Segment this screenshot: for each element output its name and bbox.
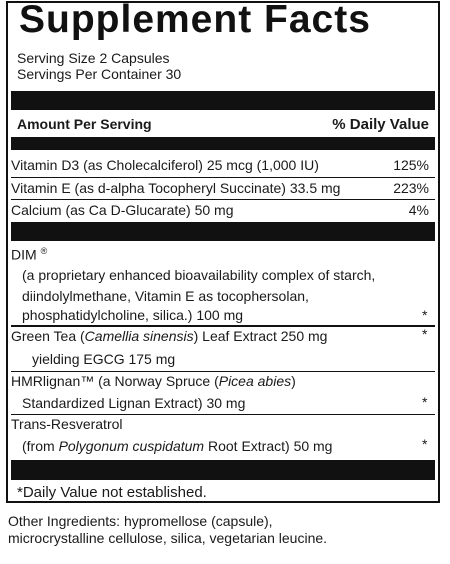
green-tea-egcg: yielding EGCG 175 mg <box>32 351 176 367</box>
serving-size: Serving Size 2 Capsules <box>17 50 170 66</box>
thick-divider-4 <box>11 460 435 480</box>
resveratrol-post: Root Extract) 50 mg <box>204 438 333 454</box>
other-ingredients-line-2: microcrystalline cellulose, silica, vegetarian leucine. <box>8 530 328 546</box>
panel-title: Supplement Facts <box>19 0 371 41</box>
dim-name: DIM <box>11 246 37 263</box>
hmrlignan-row <box>11 373 296 390</box>
hmr-post: ) <box>291 373 296 389</box>
row-divider <box>11 199 435 200</box>
daily-value-header: % Daily Value <box>332 116 429 133</box>
hmr-latin: Picea abies <box>218 373 292 389</box>
green-tea-dv: * <box>422 326 428 342</box>
amount-per-serving-header: Amount Per Serving <box>17 116 152 132</box>
green-tea-post: ) Leaf Extract 250 mg <box>193 328 328 344</box>
row-divider <box>11 371 435 372</box>
daily-value-footnote: *Daily Value not established. <box>17 484 207 501</box>
vitamin-d3-dv: 125% <box>393 157 429 173</box>
vitamin-e-row: Vitamin E (as d-alpha Tocopheryl Succinate) 33.5 mg <box>11 180 341 196</box>
registered-mark: ® <box>40 246 48 256</box>
thick-divider-2 <box>11 137 435 150</box>
row-divider <box>11 177 435 178</box>
hmrlignan-dv: * <box>422 394 428 410</box>
thick-divider-1 <box>11 91 435 110</box>
resveratrol-dv: * <box>422 436 428 452</box>
other-ingredients-line-1: Other Ingredients: hypromellose (capsule), <box>8 513 273 529</box>
dim-description-3: phosphatidylcholine, silica.) 100 mg <box>22 307 244 323</box>
calcium-row: Calcium (as Ca D-Glucarate) 50 mg <box>11 202 234 218</box>
resveratrol-latin: Polygonum cuspidatum <box>58 438 205 454</box>
vitamin-d3-row: Vitamin D3 (as Cholecalciferol) 25 mcg (1,000 IU) <box>11 157 319 173</box>
dim-dv: * <box>422 307 428 323</box>
thick-divider-3 <box>11 222 435 241</box>
dim-row <box>11 243 47 264</box>
calcium-dv: 4% <box>408 202 429 218</box>
resveratrol-source <box>22 438 332 455</box>
resveratrol-pre: (from <box>22 438 59 454</box>
supplement-facts-panel <box>6 1 440 503</box>
resveratrol-row: Trans-Resveratrol <box>11 416 123 432</box>
row-divider <box>11 325 435 327</box>
hmr-pre: HMRlignan™ (a Norway Spruce ( <box>11 373 219 389</box>
green-tea-row <box>11 328 327 345</box>
dim-description-1: (a proprietary enhanced bioavailability complex of starch, <box>22 267 376 283</box>
row-divider <box>11 414 435 415</box>
vitamin-e-dv: 223% <box>393 180 429 196</box>
dim-description-2: diindolylmethane, Vitamin E as tocophersolan, <box>22 288 309 304</box>
servings-per-container: Servings Per Container 30 <box>17 66 182 82</box>
green-tea-pre: Green Tea ( <box>11 328 85 344</box>
green-tea-latin: Camellia sinensis <box>84 328 194 344</box>
hmrlignan-extract: Standardized Lignan Extract) 30 mg <box>22 395 246 411</box>
